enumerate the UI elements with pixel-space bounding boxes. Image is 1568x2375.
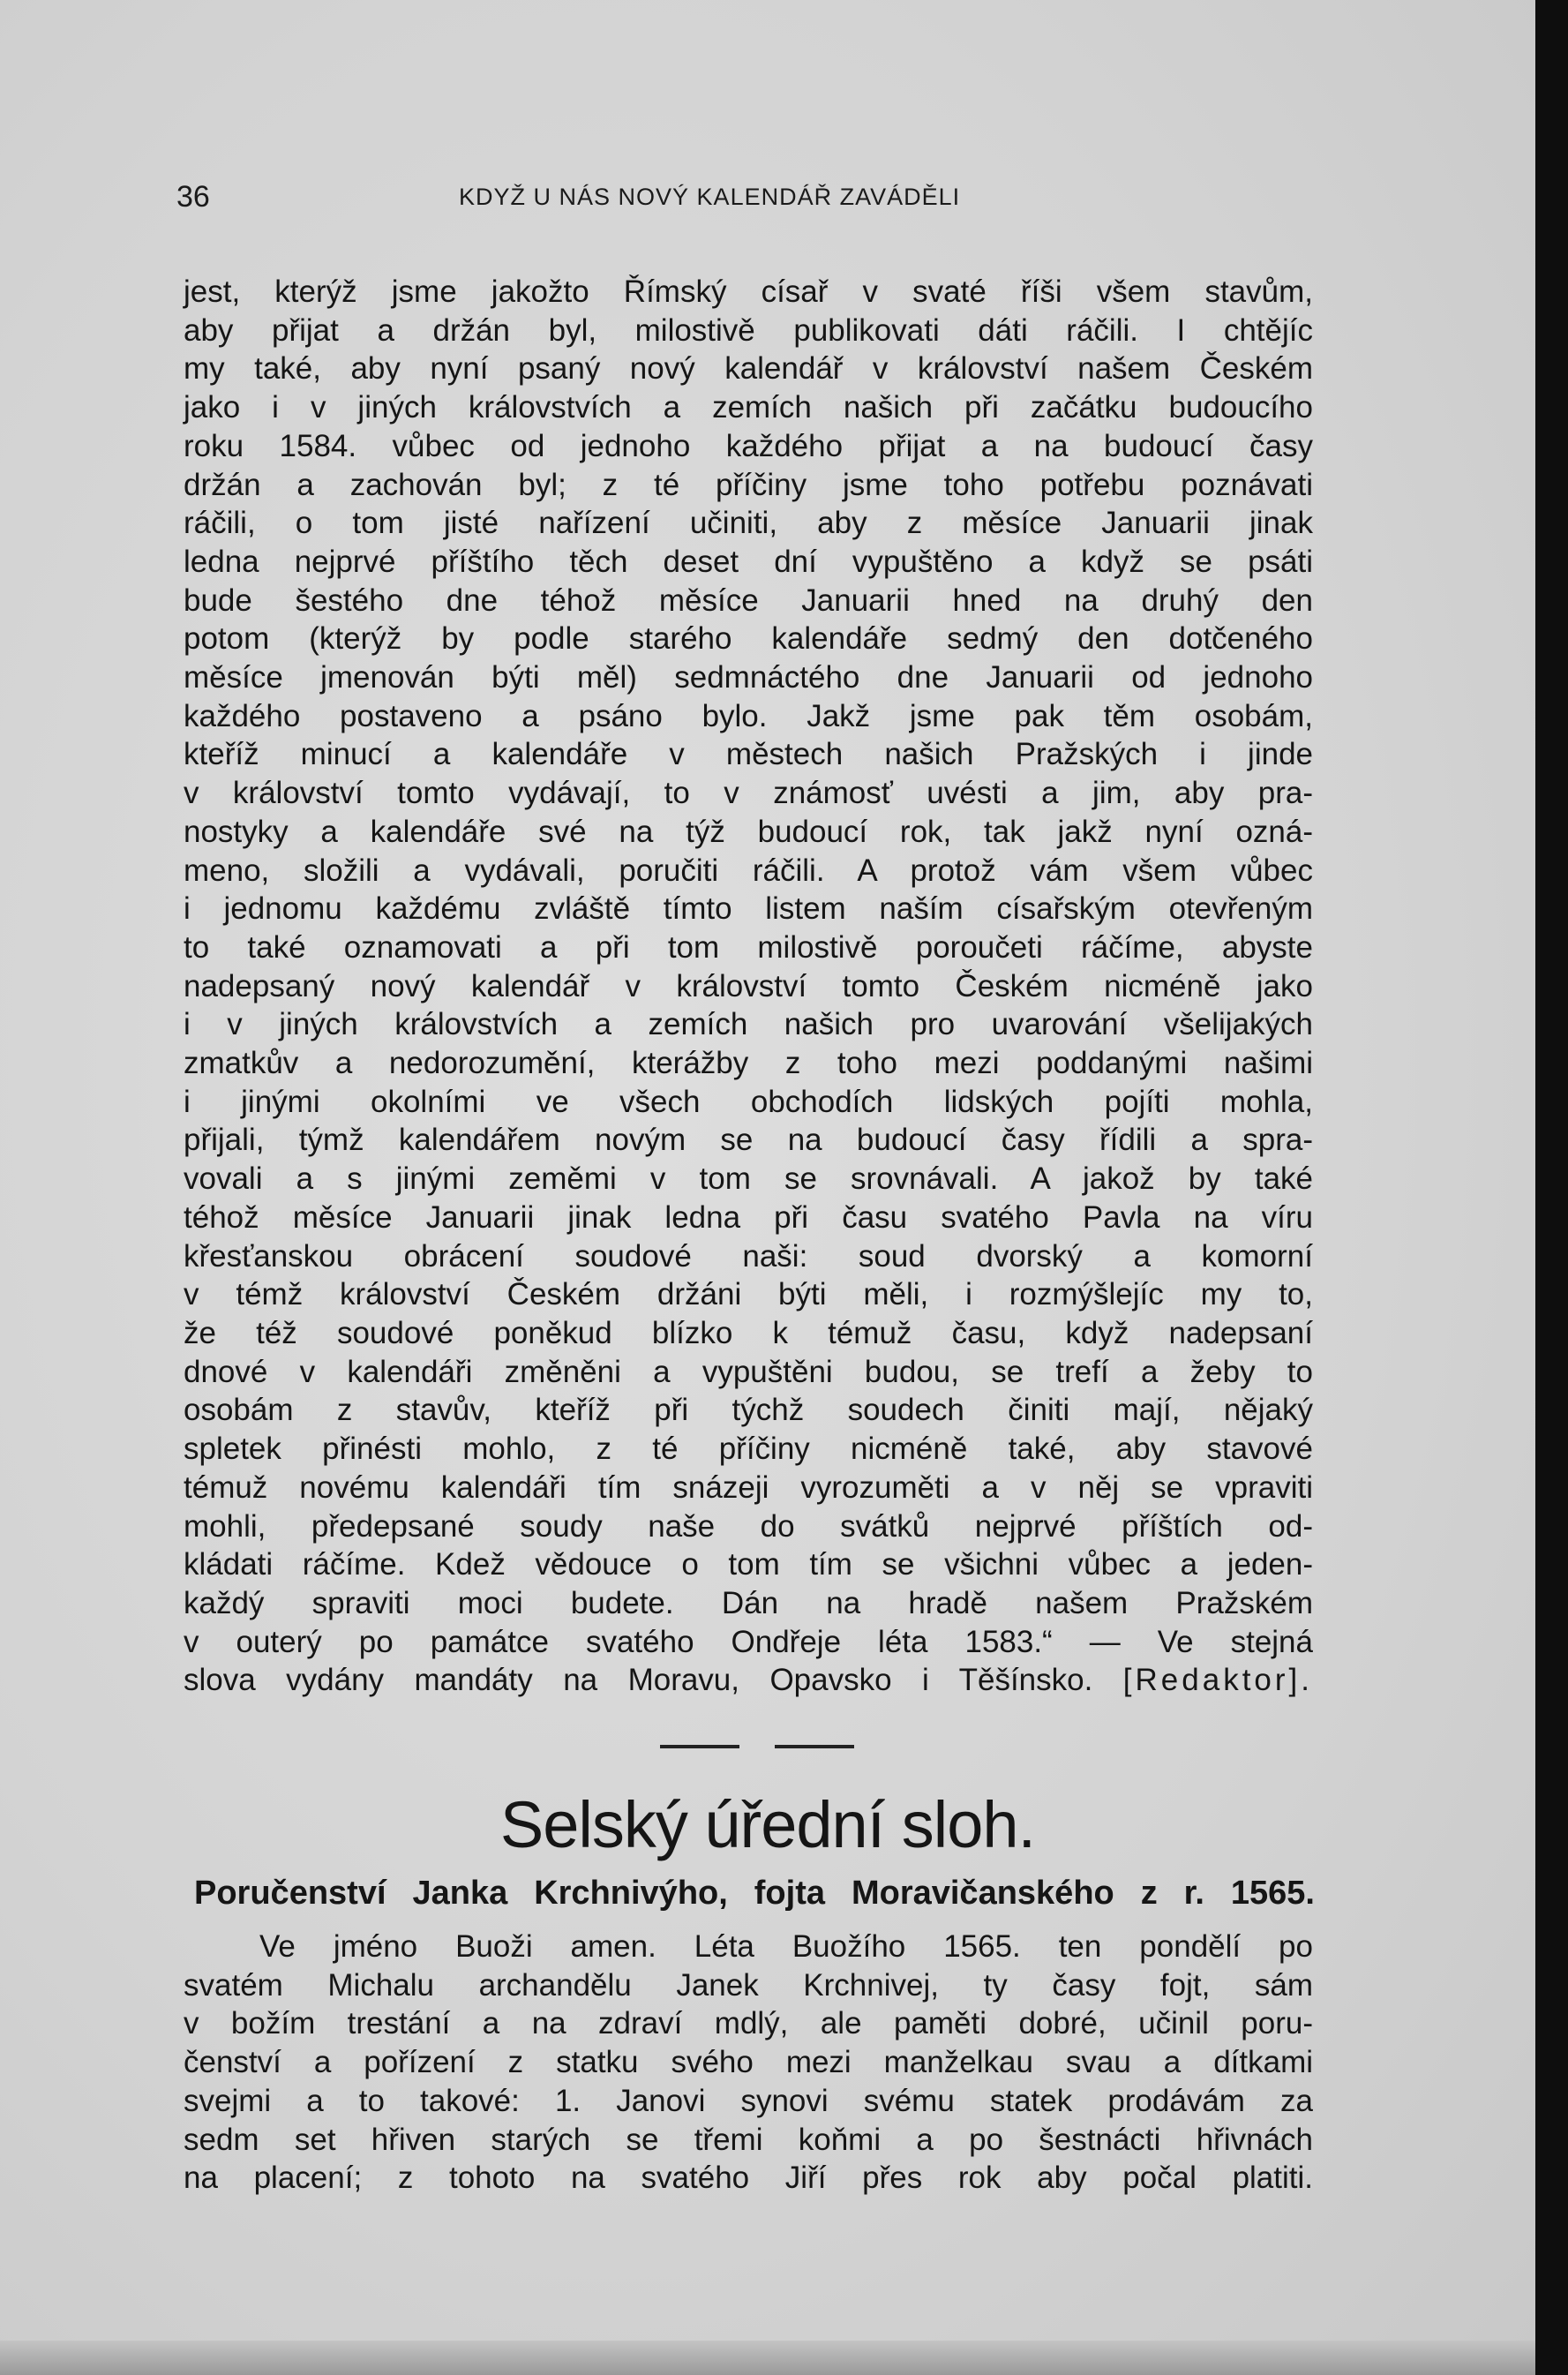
text-line: osobám z stavův, kteříž při týchž soudech činiti mají, nějaký — [184, 1393, 1313, 1428]
text-line: i jinými okolními ve všech obchodích lidských pojíti mohla, — [184, 1084, 1313, 1119]
text-line: kteříž minucí a kalendáře v městech našich Pražských i jinde — [184, 737, 1313, 772]
text-line: roku 1584. vůbec od jednoho každého přijat a na budoucí časy — [184, 428, 1313, 463]
text-line: svejmi a to takové: 1. Janovi synovi svému statek prodávám za — [184, 2083, 1313, 2118]
text-line: to také oznamovati a při tom milostivě poroučeti ráčíme, abyste — [184, 929, 1313, 965]
text-line: bude šestého dne téhož měsíce Januarii hned na druhý den — [184, 582, 1313, 618]
running-header — [176, 180, 1394, 215]
text-line: my také, aby nyní psaný nový kalendář v království našem Českém — [184, 351, 1313, 387]
text-line: držán a zachován byl; z té příčiny jsme toho potřebu poznávati — [184, 467, 1313, 502]
text-line: vovali a s jinými zeměmi v tom se srovnávali. A jakož by také — [184, 1161, 1313, 1197]
text-line: v království tomto vydávají, to v známosť uvésti a jim, aby pra- — [184, 776, 1313, 811]
text-line: jako i v jiných královstvích a zemích našich při začátku budoucího — [184, 390, 1313, 425]
running-title: KDYŽ U NÁS NOVÝ KALENDÁŘ ZAVÁDĚLI — [459, 184, 961, 210]
text-line: i v jiných královstvích a zemích našich pro uvarování všelijakých — [184, 1007, 1313, 1042]
text-line: jest, kterýž jsme jakožto Římský císař v svaté říši všem stavům, — [184, 274, 1313, 309]
text-line: měsíce jmenován býti měl) sedmnáctého dne Januarii od jednoho — [184, 660, 1313, 695]
separator-dash — [775, 1745, 854, 1748]
text-line: témuž novému kalendáři tím snázeji vyrozuměti a v něj se vpraviti — [184, 1469, 1313, 1505]
text-line: ráčili, o tom jisté nařízení učiniti, aby z měsíce Januarii jinak — [184, 506, 1313, 541]
text-line: i jednomu každému zvláště tímto listem naším císařským otevřeným — [184, 891, 1313, 927]
text-line: sedm set hřiven starých se třemi koňmi a po šestnácti hřivnách — [184, 2122, 1313, 2157]
section-separator — [660, 1745, 854, 1750]
text-line: Ve jméno Buoži amen. Léta Buožího 1565. ten pondělí po — [259, 1929, 1313, 1964]
text-line: přijali, týmž kalendářem novým se na budoucí časy řídili a spra- — [184, 1123, 1313, 1158]
text-line: že též soudové poněkud blízko k témuž času, když nadepsaní — [184, 1315, 1313, 1350]
text-line: spletek přinésti mohlo, z té příčiny nicméně také, aby stavové — [184, 1432, 1313, 1467]
text-line: v božím trestání a na zdraví mdlý, ale paměti dobré, učinil poru- — [184, 2006, 1313, 2041]
final-line-text: slova vydány mandáty na Moravu, Opavsko i Těšínsko. — [184, 1663, 1093, 1698]
page-number: 36 — [176, 180, 210, 214]
page-bottom-shadow — [0, 2341, 1535, 2375]
text-line: nadepsaný nový kalendář v království tomto Českém nicméně jako — [184, 968, 1313, 1003]
editor-signature: [Redaktor]. — [1122, 1663, 1313, 1698]
text-line: téhož měsíce Januarii jinak ledna při času svatého Pavla na víru — [184, 1199, 1313, 1235]
testament-text — [184, 1928, 1313, 2198]
text-line: svatém Michalu archandělu Janek Krchnivej, ty časy fojt, sám — [184, 1967, 1313, 2003]
text-line: čenství a pořízení z statku svého mezi manželkau svau a dítkami — [184, 2045, 1313, 2080]
text-line: mohli, předepsané soudy naše do svátků nejprvé příštích od- — [184, 1508, 1313, 1544]
text-line: aby přijat a držán byl, milostivě publikovati dáti ráčili. I chtějíc — [184, 312, 1313, 348]
text-line: dnové v kalendáři změněni a vypuštěni budou, se trefí a žeby to — [184, 1354, 1313, 1389]
text-line: v outerý po památce svatého Ondřeje léta 1583.“ — Ve stejná — [184, 1624, 1313, 1659]
text-line: na placení; z tohoto na svatého Jiří přes rok aby počal platiti. — [184, 2161, 1313, 2196]
text-line: zmatkův a nedorozumění, kterážby z toho mezi poddanými našimi — [184, 1046, 1313, 1081]
text-line: každý spraviti moci budete. Dán na hradě našem Pražském — [184, 1585, 1313, 1620]
text-line: nostyky a kalendáře své na týž budoucí rok, tak jakž nyní ozná- — [184, 814, 1313, 849]
section-title: Selský úřední sloh. — [499, 1788, 1036, 1861]
text-line: v témž království Českém držáni býti měli, i rozmýšlejíc my to, — [184, 1277, 1313, 1312]
decree-text — [184, 273, 1313, 1700]
text-line-final — [184, 1661, 1313, 1700]
text-line: potom (kterýž by podle starého kalendáře sedmý den dotčeného — [184, 621, 1313, 657]
scan-edge — [1535, 0, 1568, 2375]
section-subtitle: Poručenství Janka Krchnivýho, fojta Moravičanského z r. 1565. — [194, 1875, 1315, 1912]
text-line: kládati ráčíme. Kdež vědouce o tom tím se všichni vůbec a jeden- — [184, 1547, 1313, 1582]
text-line: každého postaveno a psáno bylo. Jakž jsme pak těm osobám, — [184, 698, 1313, 733]
separator-dash — [660, 1745, 739, 1748]
text-line: křesťanskou obrácení soudové naši: soud dvorský a komorní — [184, 1238, 1313, 1274]
text-line: ledna nejprvé příštího těch deset dní vypuštěno a když se psáti — [184, 544, 1313, 579]
text-line: meno, složili a vydávali, poručiti ráčili. A protož vám všem vůbec — [184, 853, 1313, 888]
